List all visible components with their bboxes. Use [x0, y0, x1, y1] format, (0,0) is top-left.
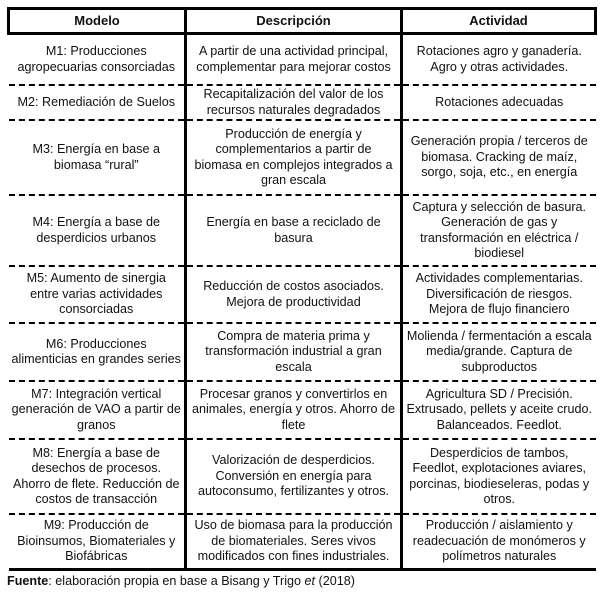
table-row [9, 381, 596, 439]
source-italic: et [304, 574, 316, 588]
cell-descripcion: Recapitalización del valor de los recursos naturales degradados [186, 85, 402, 120]
table-row [9, 120, 596, 195]
cell-modelo: M3: Energía en base a biomasa “rural” [9, 120, 186, 195]
cell-descripcion: Procesar granos y convertirlos en animales, energía y otros. Ahorro de flete [186, 381, 402, 439]
table-row [9, 85, 596, 120]
table-row [9, 514, 596, 570]
cell-actividad: Actividades complementarias. Diversificación de riesgos. Mejora de flujo financiero [402, 266, 596, 323]
header-actividad: Actividad [402, 9, 596, 34]
cell-modelo: M8: Energía a base de desechos de procesos. Ahorro de flete. Reducción de costos de transacción [9, 439, 186, 514]
models-table [7, 7, 597, 571]
cell-actividad: Generación propia / terceros de biomasa. Cracking de maíz, sorgo, soja, etc., en energía [402, 120, 596, 195]
cell-actividad: Rotaciones adecuadas [402, 85, 596, 120]
cell-actividad: Molienda / fermentación a escala media/grande. Captura de subproductos [402, 323, 596, 381]
source-note [7, 574, 355, 588]
header-row [9, 9, 596, 34]
cell-actividad: Producción / aislamiento y readecuación de monómeros y polímetros naturales [402, 514, 596, 570]
cell-descripcion: Energía en base a reciclado de basura [186, 195, 402, 266]
cell-modelo: M4: Energía a base de desperdicios urbanos [9, 195, 186, 266]
cell-actividad: Agricultura SD / Precisión. Extrusado, pellets y aceite crudo. Balanceados. Feedlot. [402, 381, 596, 439]
cell-actividad: Rotaciones agro y ganadería. Agro y otras actividades. [402, 34, 596, 86]
cell-modelo: M2: Remediación de Suelos [9, 85, 186, 120]
cell-actividad: Captura y selección de basura. Generación de gas y transformación en eléctrica / biodiesel [402, 195, 596, 266]
cell-descripcion: Valorización de desperdicios. Conversión en energía para autoconsumo, fertilizantes y otros. [186, 439, 402, 514]
cell-modelo: M6: Producciones alimenticias en grandes series [9, 323, 186, 381]
cell-actividad: Desperdicios de tambos, Feedlot, explotaciones aviares, porcinas, biodieseleras, podas y otros. [402, 439, 596, 514]
source-text: : elaboración propia en base a Bisang y Trigo [48, 574, 305, 588]
table-row [9, 195, 596, 266]
cell-modelo: M5: Aumento de sinergia entre varias actividades consorciadas [9, 266, 186, 323]
table-row [9, 323, 596, 381]
header-modelo: Modelo [9, 9, 186, 34]
table-row [9, 439, 596, 514]
cell-modelo: M1: Producciones agropecuarias consorciadas [17, 44, 175, 74]
cell-descripcion: A partir de una actividad principal, complementar para mejorar costos [186, 34, 402, 86]
table-row [9, 266, 596, 323]
cell-descripcion: Producción de energía y complementarios a partir de biomasa en complejos integrados a gran escala [186, 120, 402, 195]
cell-descripcion: Reducción de costos asociados. Mejora de productividad [186, 266, 402, 323]
cell-modelo: M7: Integración vertical generación de VAO a partir de granos [9, 381, 186, 439]
cell-modelo: M9: Producción de Bioinsumos, Biomateriales y Biofábricas [9, 514, 186, 570]
table-row [9, 34, 596, 86]
source-label: Fuente [7, 574, 49, 588]
source-year: (2018) [315, 574, 355, 588]
header-descripcion: Descripción [186, 9, 402, 34]
cell-descripcion: Compra de materia prima y transformación industrial a gran escala [186, 323, 402, 381]
cell-descripcion: Uso de biomasa para la producción de biomateriales. Seres vivos modificados con fines industriales. [186, 514, 402, 570]
